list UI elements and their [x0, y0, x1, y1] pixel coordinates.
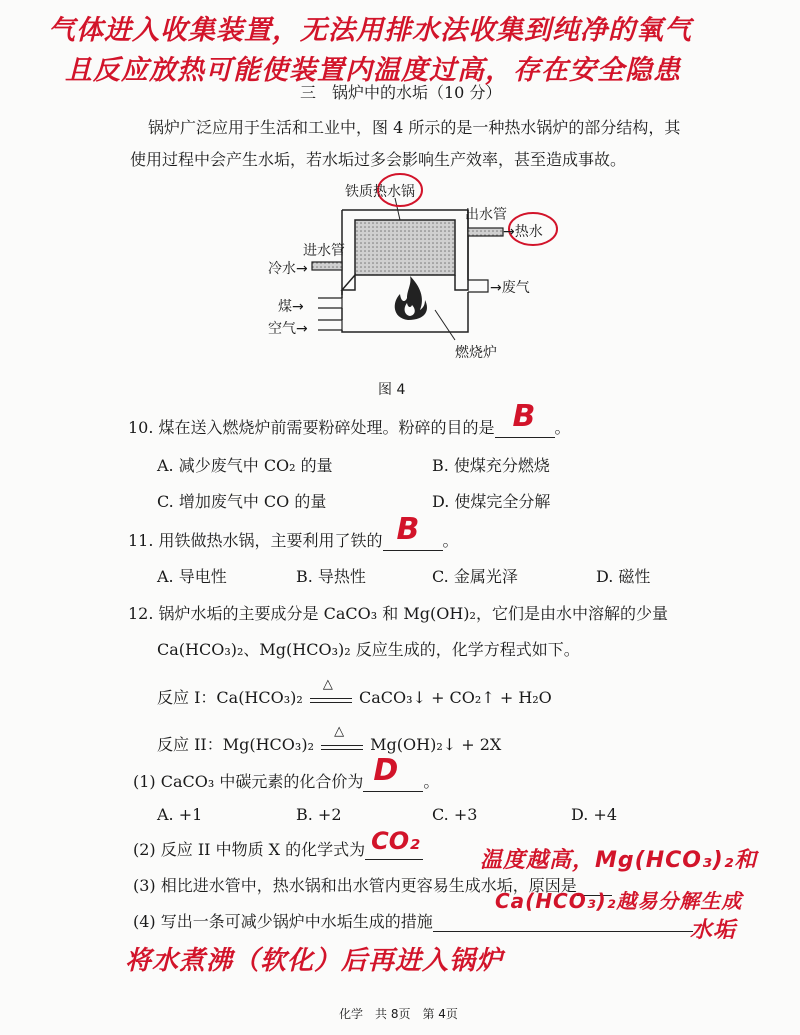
label-outlet-pipe: 出水管	[465, 207, 507, 223]
q11-option-a: A. 导电性	[157, 567, 227, 586]
q12-1-option-d: D. +4	[571, 805, 618, 824]
label-coal: 煤→	[278, 299, 304, 315]
q12-sub-1: (1) CaCO₃ 中碳元素的化合价为 D 。	[133, 753, 440, 791]
intro-line-1: 锅炉广泛应用于生活和工业中，图 4 所示的是一种热水锅炉的部分结构，其	[148, 118, 681, 137]
label-exhaust: →废气	[490, 280, 530, 296]
page-footer: 化学 共 8页 第 4页	[339, 1007, 458, 1021]
handwritten-q13-line-1: 温度越高，Mg(HCO₃)₂和	[480, 848, 758, 873]
label-furnace: 燃烧炉	[455, 345, 497, 361]
q12-1-option-c: C. +3	[432, 805, 478, 824]
q11-answer: B	[396, 512, 420, 547]
q11-option-b: B. 导热性	[296, 567, 366, 586]
q12-stem-line-2: Ca(HCO₃)₂、Mg(HCO₃)₂ 反应生成的，化学方程式如下。	[157, 640, 580, 659]
q12-stem-line-1: 12. 锅炉水垢的主要成分是 CaCO₃ 和 Mg(OH)₂，它们是由水中溶解的少量	[128, 604, 668, 623]
intro-line-2: 使用过程中会产生水垢，若水垢过多会影响生产效率，甚至造成事故。	[130, 150, 627, 169]
q12-1-option-a: A. +1	[157, 805, 203, 824]
pot-shape	[355, 220, 455, 275]
figure-caption: 图 4	[378, 382, 406, 398]
q12-sub-4: (4) 写出一条可减少锅炉中水垢生成的措施	[133, 912, 693, 932]
q11-option-d: D. 磁性	[596, 567, 651, 586]
q12-sub-3: (3) 相比进水管中，热水锅和出水管内更容易生成水垢，原因是	[133, 876, 612, 896]
handwritten-q13-line-2: Ca(HCO₃)₂越易分解生成	[495, 889, 743, 913]
q12-1-answer: D	[373, 753, 399, 788]
q11-stem: 11. 用铁做热水锅，主要利用了铁的 B 。	[128, 512, 459, 550]
section-title: 三 锅炉中的水垢（10 分）	[300, 83, 502, 102]
q12-1-option-b: B. +2	[296, 805, 342, 824]
label-air: 空气→	[268, 321, 308, 337]
q10-stem: 10. 煤在送入燃烧炉前需要粉碎处理。粉碎的目的是 B 。	[128, 399, 571, 437]
handwritten-note-line-2: 且反应放热可能使装置内温度过高，存在安全隐患	[65, 55, 681, 86]
q10-option-a: A. 减少废气中 CO₂ 的量	[157, 456, 333, 475]
label-iron-pot: 铁质热水锅	[345, 184, 415, 200]
q10-option-d: D. 使煤完全分解	[432, 492, 551, 511]
reaction-1: 反应 I：Ca(HCO₃)₂ △ CaCO₃↓ + CO₂↑ + H₂O	[157, 676, 552, 707]
label-hot-water: →热水	[503, 224, 543, 240]
reaction-2: 反应 II：Mg(HCO₃)₂ △ Mg(OH)₂↓ + 2X	[157, 723, 502, 754]
q11-option-c: C. 金属光泽	[432, 567, 518, 586]
q10-option-b: B. 使煤充分燃烧	[432, 456, 550, 475]
handwritten-q14-answer: 将水煮沸（软化）后再进入锅炉	[125, 946, 504, 976]
handwritten-q13-line-3: 水垢	[690, 918, 737, 943]
handwritten-note-line-1: 气体进入收集装置，无法用排水法收集到纯净的氧气	[48, 15, 692, 46]
q10-answer: B	[512, 399, 536, 434]
q10-option-c: C. 增加废气中 CO 的量	[157, 492, 327, 511]
label-inlet-pipe: 进水管	[303, 243, 345, 259]
label-cold-water: 冷水→	[268, 261, 308, 277]
q12-2-answer: CO₂	[371, 827, 420, 855]
q12-sub-2: (2) 反应 II 中物质 X 的化学式为 CO₂	[133, 840, 423, 860]
